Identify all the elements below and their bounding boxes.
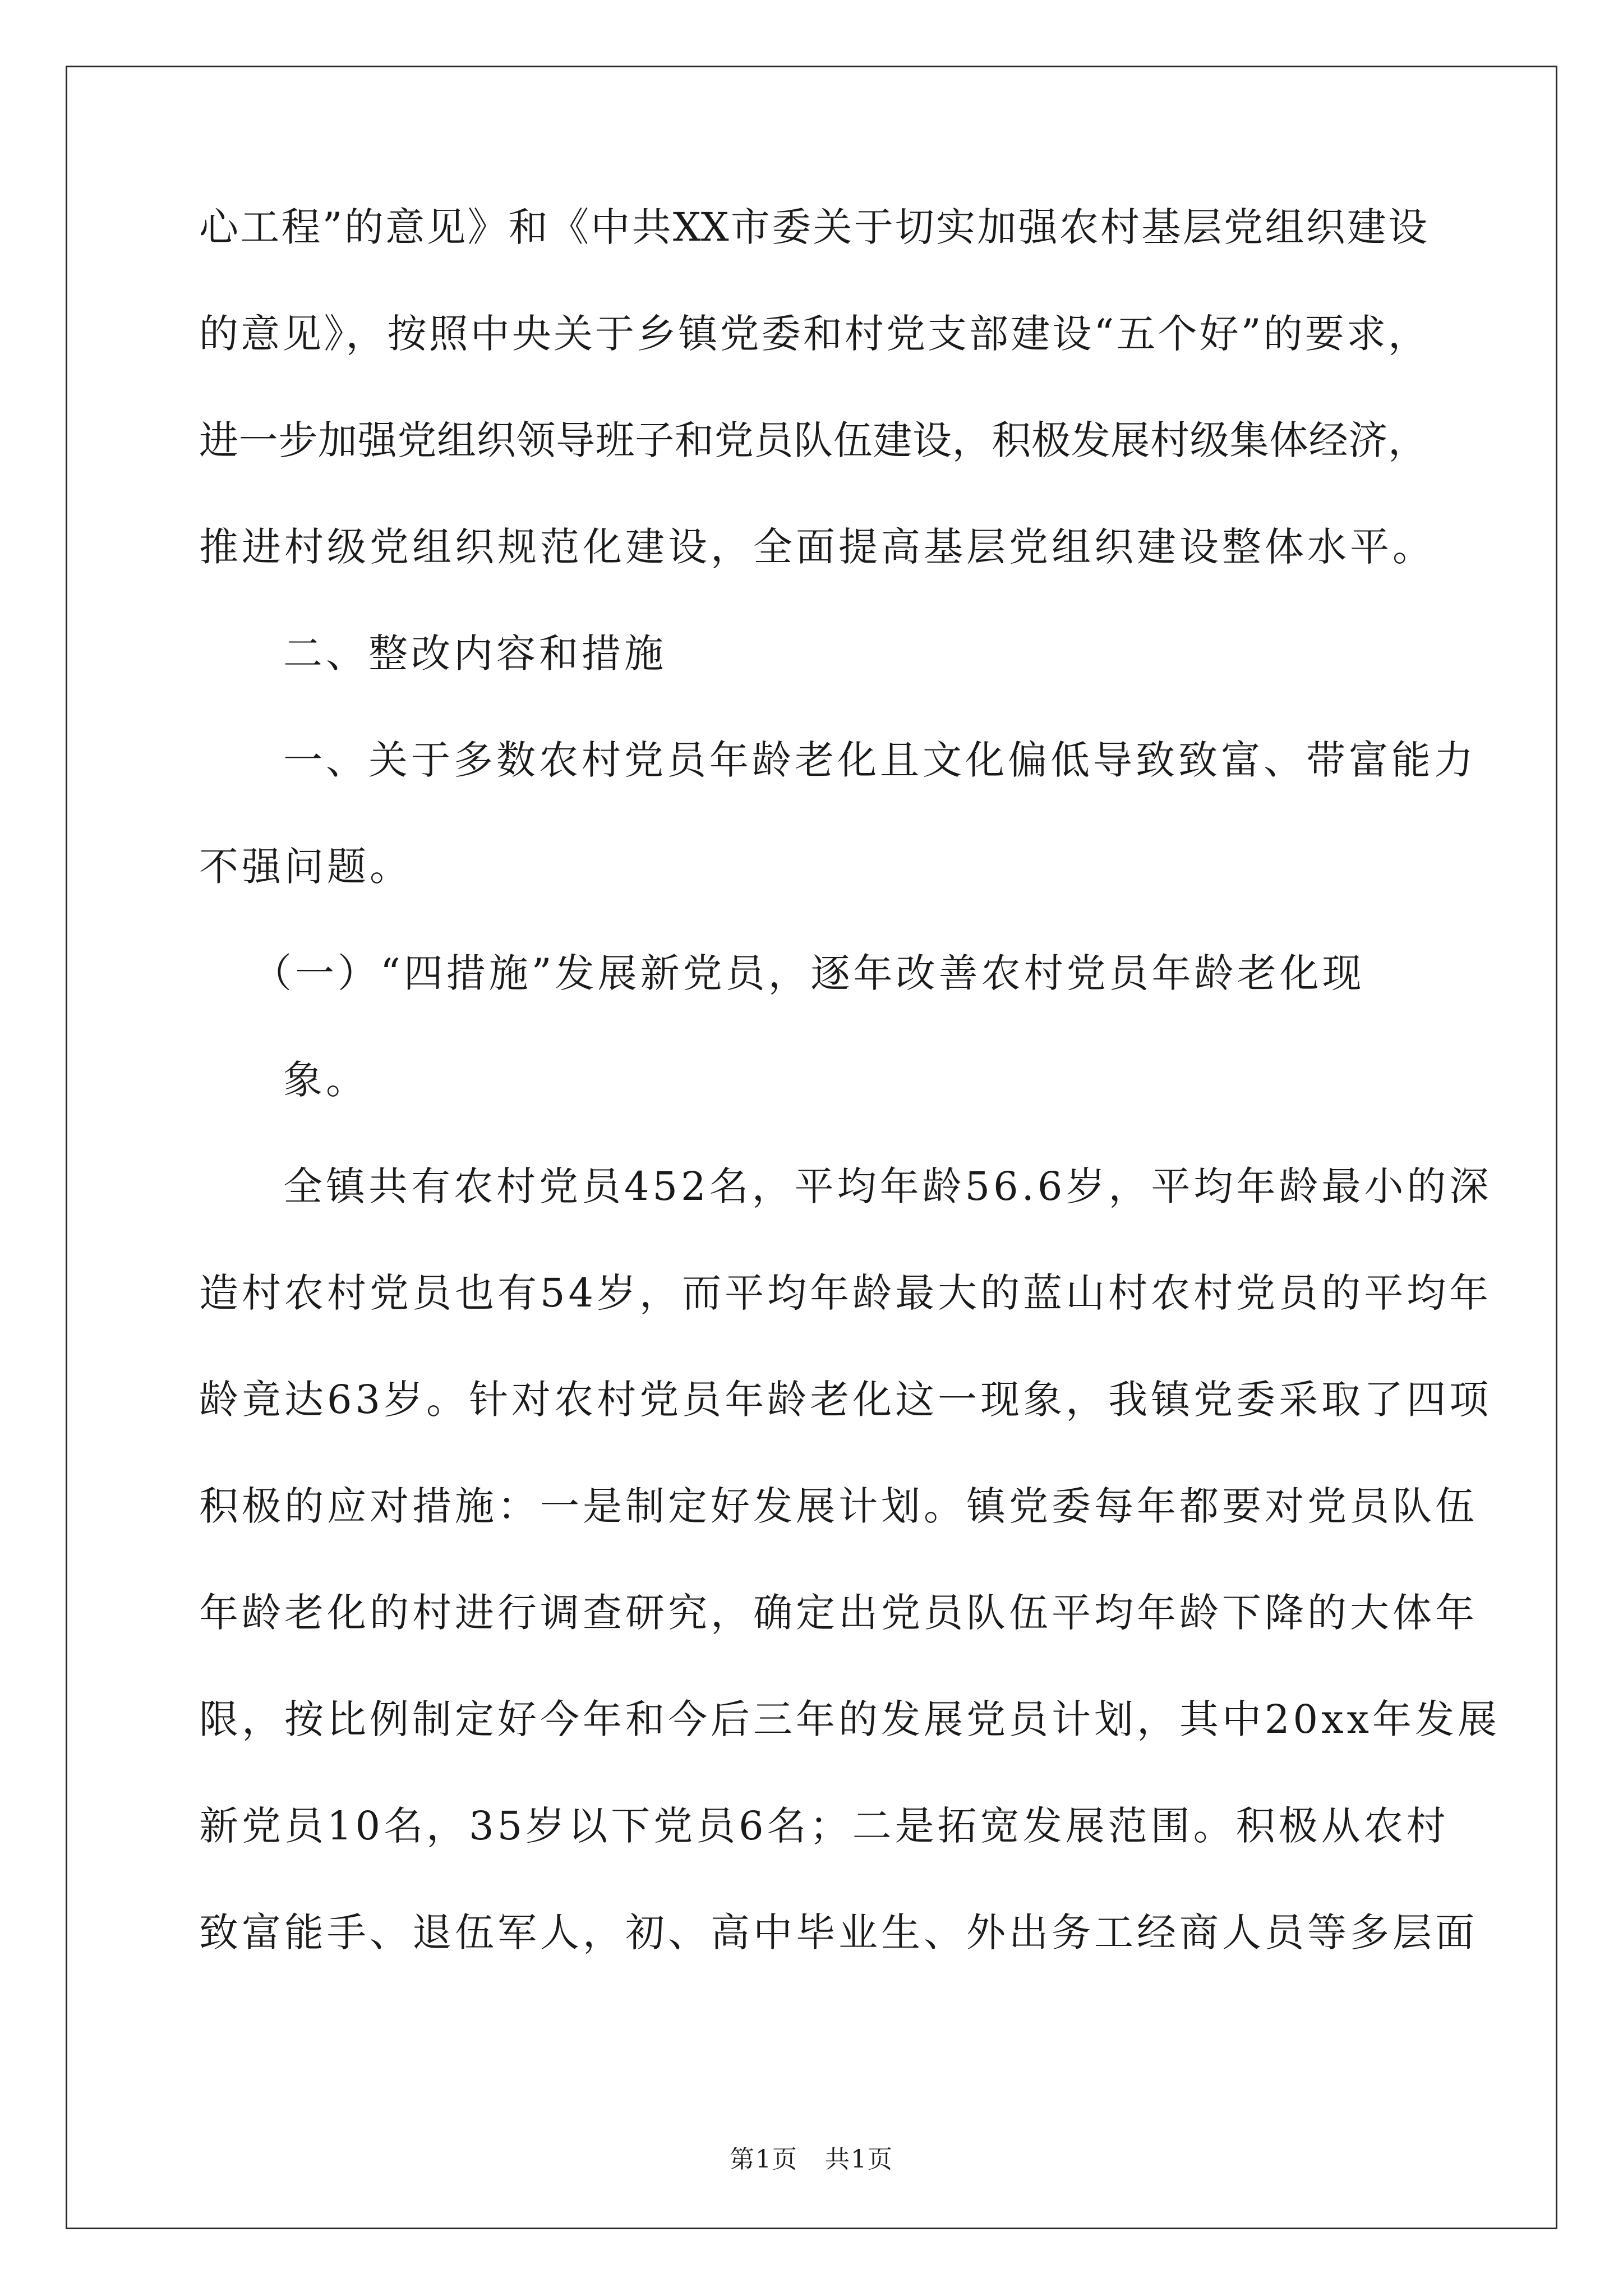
text-line: 龄竟达63岁。针对农村党员年龄老化这一现象，我镇党委采取了四项: [199, 1377, 1492, 1423]
text-line: 致富能手、退伍军人，初、高中毕业生、外出务工经商人员等多层面: [199, 1910, 1478, 1955]
text-line: 造村农村党员也有54岁，而平均年龄最大的蓝山村农村党员的平均年: [199, 1270, 1492, 1316]
text-line: 年龄老化的村进行调查研究，确定出党员队伍平均年龄下降的大体年: [199, 1590, 1478, 1636]
text-line: 积极的应对措施：一是制定好发展计划。镇党委每年都要对党员队伍: [199, 1483, 1478, 1529]
text-line: 心工程”的意见》和《中共XX市委关于切实加强农村基层党组织建设: [199, 204, 1427, 250]
text-line: 象。: [283, 1057, 368, 1103]
text-line: 的意见》，按照中央关于乡镇党委和村党支部建设“五个好”的要求，: [199, 311, 1427, 357]
text-line: 不强问题。: [199, 844, 412, 890]
text-line: 进一步加强党组织领导班子和党员队伍建设，积极发展村级集体经济，: [199, 417, 1427, 463]
page-number: 第1页: [730, 2145, 798, 2174]
page-total: 共1页: [825, 2145, 893, 2174]
text-line: 限，按比例制定好今年和今后三年的发展党员计划，其中20xx年发展: [199, 1696, 1501, 1742]
text-line: 全镇共有农村党员452名，平均年龄56.6岁，平均年龄最小的深: [283, 1163, 1492, 1209]
text-line: 新党员10名，35岁以下党员6名；二是拓宽发展范围。积极从农村: [199, 1803, 1449, 1849]
page-border: [66, 66, 1557, 2229]
section-heading: 二、整改内容和措施: [283, 631, 667, 677]
subsection-heading: （一）“四措施”发展新党员，逐年改善农村党员年龄老化现: [252, 950, 1365, 996]
page-footer: [0, 2144, 1623, 2175]
text-line: 推进村级党组织规范化建设，全面提高基层党组织建设整体水平。: [199, 524, 1435, 570]
text-line: 一、关于多数农村党员年龄老化且文化偏低导致致富、带富能力: [283, 737, 1477, 783]
